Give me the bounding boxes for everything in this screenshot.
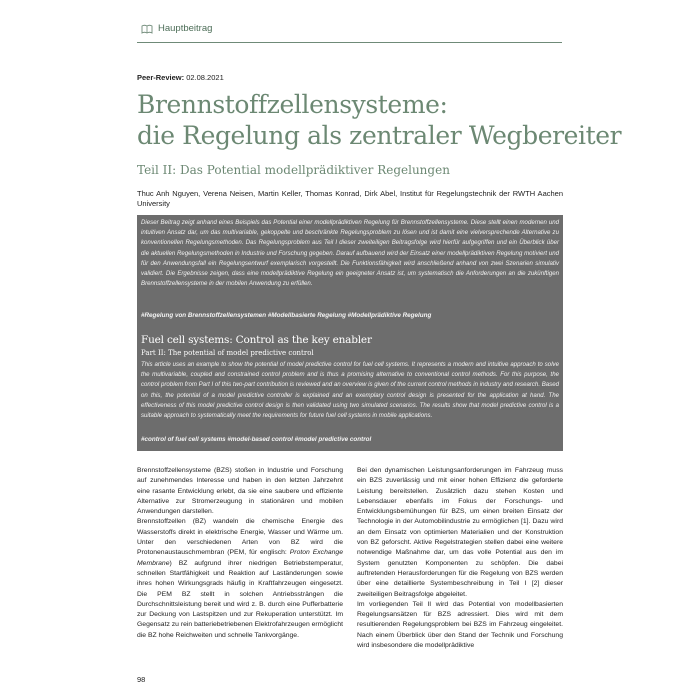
english-title: Fuel cell systems: Control as the key enabler (141, 334, 372, 346)
body-text: ) BZ aufgrund ihrer niedrigen Betriebstemperatur, schnellen Startfähigkeit und Reaktion auf Laständerungen sowie ihres hohen Wirkungsgrads häufig in Kraftfahrzeugen eingesetzt. Die PEM BZ stellt in solchen Antriebssträngen die Durchschnittsleistung bereit und wird z. B. durch eine Pufferbatterie zur Deckung von Lastspitzen und zur Rekuperation unterstützt. Im Gegensatz zu rein batteriebetriebenen Elektrofahrzeugen ermöglicht die BZ hohe Reichweiten und schnelle Tankvorgänge. (137, 559, 343, 639)
abstract-english: This article uses an example to show the potential of model predictive control for fuel cell systems. It represents a modern and intuitive approach to solve the multivariable, coupled and constrained control problem and is thus a promising alternative to conventional control methods. For this purpose, the control problem from Part I of this two-part contribution is reviewed and an overview is given of the current control methods in industry and research. Based on this, the potential of a model predictive controller is explained and an exemplary control design is presented for the application at hand. The effectiveness of this model predictive control design is then validated using two simulated scenarios. The results show that model predictive control is a suitable approach to systematically meet the requirements for future fuel cell systems in mobile applications. (141, 361, 559, 420)
keywords-english: #control of fuel cell systems #model-based control #model predictive control (141, 436, 372, 443)
body-emphasis: Proton Exchange Membrane (137, 549, 343, 567)
abstract-box (137, 215, 563, 451)
body-paragraph: Brennstoffzellensysteme (BZS) stoßen in Industrie und Forschung auf zunehmendes Interesse und haben in den letzten Jahrzehnt eine rasante Entwicklung erlebt, da sie eine saubere und effiziente Alternative zur Stromerzeugung in stationären und mobilen Anwendungen darstellen. (137, 467, 343, 516)
body-text: Brennstoffzellen (BZ) wandeln die chemische Energie des Wasserstoffs direkt in elektrische Energie, Wasser und Wärme um. Unter den verschiedenen Arten von BZ wird die Protonenaustauschmembran (PEM, für englisch: (137, 518, 343, 557)
body-paragraph: Bei den dynamischen Leistungsanforderungen im Fahrzeug muss ein BZS zuverlässig und mit einer hohen Effizienz die geforderte Leistung bereitstellen. Zusätzlich dazu stehen Kosten und Lebensdauer ebenfalls im Fokus der Forschungs- und Entwicklungsbemühungen für BZS, um einen breiten Einsatz der Technologie in der Automobilindustrie zu ermöglichen [1]. Dazu wird an dem Einsatz von optimierten Materialien und der Konstruktion von BZ geforscht. Aktive Regelstrategien stellen dabei eine weitere notwendige Maßnahme dar, um das volle Potential aus den im System genutzten Komponenten zu schöpfen. Die dabei auftretenden Herausforderungen für die Regelung von BZS werden über eine detaillierte Systembeschreibung in Teil I [2] dieser zweiteiligen Beitragsfolge abgeleitet. (357, 467, 563, 598)
page-number: 98 (137, 675, 146, 684)
peer-review-line (137, 73, 224, 82)
body-column-right (357, 466, 563, 651)
title-line-2: die Regelung als zentraler Wegbereiter (137, 121, 622, 150)
body-paragraph (137, 517, 343, 641)
body-column-left (137, 466, 343, 641)
article-title (137, 89, 622, 151)
section-label: Hauptbeitrag (158, 23, 213, 34)
keywords-german: #Regelung von Brennstoffzellensystemen #Modellbasierte Regelung #Modellprädiktive Regelung (141, 312, 432, 319)
peer-review-label: Peer-Review: (137, 73, 185, 82)
english-subtitle: Part II: The potential of model predictive control (141, 349, 314, 357)
body-paragraph: Im vorliegenden Teil II wird das Potential von modellbasierten Regelungsansätzen für BZS adressiert. Dies wird mit dem resultierenden Regelungsproblem bei BZS im Fahrzeug eingeleitet. Nach einem Überblick über den Stand der Technik und Forschung wird insbesondere die modellprädiktive (357, 600, 563, 650)
abstract-german: Dieser Beitrag zeigt anhand eines Beispiels das Potential einer modellprädiktiven Regelung für Brennstoffzellensysteme. Diese stellt einen modernen und intuitiven Ansatz dar, um das multivariable, gekoppelte und beschränkte Regelungsproblem zu lösen und ist damit eine vielversprechende Alternative zu konventionellen Regelungsmethoden. Das Regelungsproblem aus Teil I dieser zweiteiligen Beitragsfolge wird hierfür aufgegriffen und ein Überblick über die aktuellen Regelungsmethoden in Industrie und Forschung gegeben. Darauf aufbauend wird der Einsatz einer modellprädiktiven Regelung motiviert und für den Anwendungsfall ein Regelungsentwurf exemplarisch vorgestellt. Die Funktionsfähigkeit wird anschließend anhand von zwei Szenarien simulativ validiert. Die Ergebnisse zeigen, dass eine modellprädiktive Regelung ein geeigneter Ansatz ist, um systematisch die Anforderungen an die zukünftigen Brennstoffzellensysteme in der mobilen Anwendung zu erfüllen. (141, 219, 559, 288)
book-icon (141, 24, 153, 34)
article-subtitle: Teil II: Das Potential modellprädiktiver Regelungen (137, 163, 450, 177)
author-list: Thuc Anh Nguyen, Verena Neisen, Martin Keller, Thomas Konrad, Dirk Abel, Institut für Regelungstechnik der RWTH Aachen University (137, 189, 563, 208)
peer-review-date: 02.08.2021 (186, 73, 224, 82)
title-line-1: Brennstoffzellensysteme: (137, 90, 448, 119)
